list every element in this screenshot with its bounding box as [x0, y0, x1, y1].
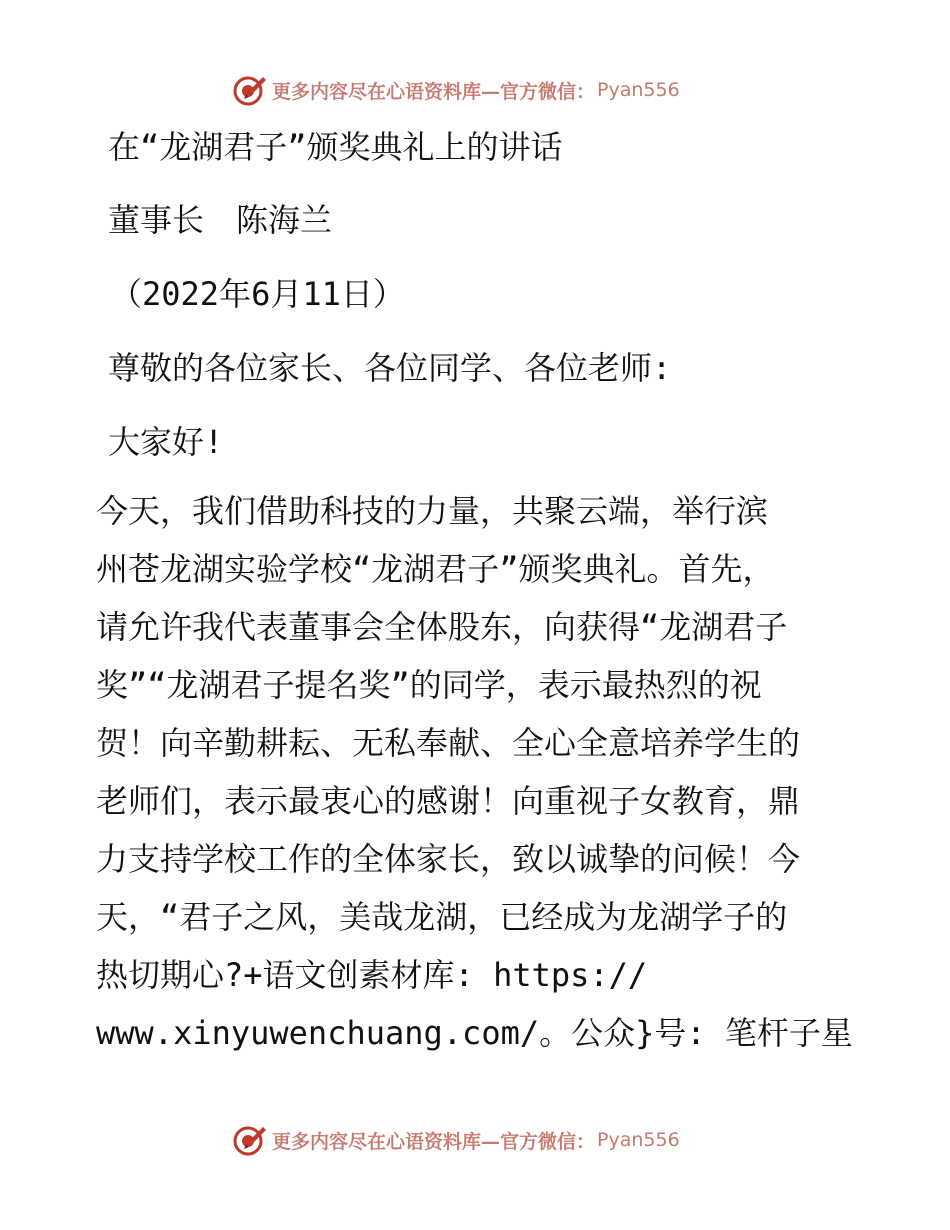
salutation: 尊敬的各位家长、各位同学、各位老师:	[108, 349, 672, 387]
paragraph-line: www.xinyuwenchuang.com/。公众}号: 笔杆子星	[96, 1014, 853, 1052]
speech-title: 在“龙湖君子”颁奖典礼上的讲话	[108, 128, 563, 166]
paragraph-line: 请允许我代表董事会全体股东，向获得“龙湖君子	[96, 608, 788, 646]
header-watermark-banner	[232, 72, 680, 108]
speaker-line: 董事长 陈海兰	[108, 201, 333, 239]
speech-date: （2022年6月11日）	[110, 275, 405, 313]
paragraph-line: 天，“君子之风，美哉龙湖，已经成为龙湖学子的	[96, 898, 788, 936]
speech-paragraph	[96, 487, 856, 1067]
paragraph-line: 奖”“龙湖君子提名奖”的同学，表示最热烈的祝	[96, 666, 762, 704]
paragraph-line: 今天，我们借助科技的力量，共聚云端，举行滨	[96, 492, 769, 530]
paragraph-line: 力支持学校工作的全体家长，致以诚挚的问候！今	[96, 840, 801, 878]
pen-logo-icon	[232, 1122, 268, 1158]
pen-logo-icon	[232, 72, 268, 108]
paragraph-line: 贺！向辛勤耕耘、无私奉献、全心全意培养学生的	[96, 724, 801, 762]
watermark-text: 更多内容尽在心语资料库—官方微信：	[272, 1130, 596, 1153]
paragraph-line: 老师们，表示最衷心的感谢！向重视子女教育，鼎	[96, 782, 801, 820]
footer-watermark-banner	[232, 1122, 680, 1158]
paragraph-line: 热切期心?+语文创素材库: https://	[96, 956, 648, 994]
watermark-wechat-id: Pyan556	[597, 79, 680, 101]
greeting: 大家好!	[108, 423, 224, 461]
paragraph-line: 州苍龙湖实验学校“龙湖君子”颁奖典礼。首先，	[96, 550, 775, 588]
watermark-wechat-id: Pyan556	[597, 1129, 680, 1151]
watermark-text: 更多内容尽在心语资料库—官方微信：	[272, 80, 596, 103]
